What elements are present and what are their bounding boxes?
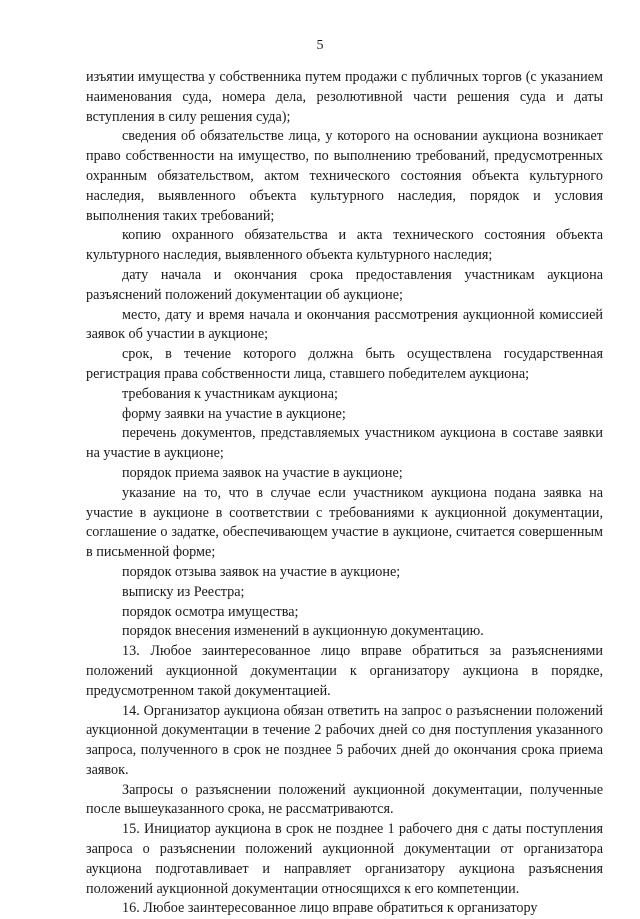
paragraph: копию охранного обязательства и акта технического состояния объекта культурного наследия, выявленного объекта культурного наследия; — [86, 227, 603, 264]
paragraph: порядок приема заявок на участие в аукционе; — [122, 464, 403, 481]
paragraph: срок, в течение которого должна быть осуществлена государственная регистрация права собственности лица, ставшего победителем аукциона; — [86, 346, 603, 382]
paragraph: место, дату и время начала и окончания рассмотрения аукционной комиссией заявок об участии в аукционе; — [86, 306, 603, 343]
paragraph: перечень документов, представляемых участником аукциона в составе заявки на участие в аукционе; — [86, 425, 603, 462]
paragraph: порядок отзыва заявок на участие в аукционе; — [122, 563, 401, 580]
document-body — [86, 68, 603, 919]
paragraph: порядок осмотра имущества; — [122, 603, 299, 620]
paragraph: дату начала и окончания срока предоставления участникам аукциона разъяснений положений документации об аукционе; — [86, 266, 603, 303]
paragraph: требования к участникам аукциона; — [122, 385, 338, 402]
paragraph: порядок внесения изменений в аукционную документацию. — [122, 623, 484, 640]
paragraph-16: 16. Любое заинтересованное лицо вправе обратиться к организатору — [122, 900, 538, 917]
paragraph: форму заявки на участие в аукционе; — [122, 405, 346, 422]
paragraph-14: 14. Организатор аукциона обязан ответить на запрос о разъяснении положений аукционной документации в течение 2 рабочих дней со дня поступления указанного запроса, полученного в срок не позднее 5 рабочих дней до окончания срока приема заявок. — [86, 702, 603, 778]
paragraph: указание на то, что в случае если участником аукциона подана заявка на участие в аукционе в соответствии с требованиями к аукционной документации, соглашение о задатке, обеспечивающем участие в аукционе, считается совершенным в письменной форме; — [86, 484, 603, 561]
paragraph-15: 15. Инициатор аукциона в срок не позднее 1 рабочего дня с даты поступления запроса о разъяснении положений аукционной документации от организатора аукциона подготавливает и направляет организатору аукциона разъяснения положений аукционной документации относящихся к его компетенции. — [86, 821, 603, 897]
paragraph-13: 13. Любое заинтересованное лицо вправе обратиться за разъяснениями положений аукционной документации к организатору аукциона в порядке, предусмотренном такой документацией. — [86, 643, 603, 699]
paragraph: изъятии имущества у собственника путем продажи с публичных торгов (с указанием наименования суда, номера дела, резолютивной части решения суда и даты вступления в силу решения суда); — [86, 69, 603, 125]
paragraph: Запросы о разъяснении положений аукционной документации, полученные после вышеуказанного срока, не рассматриваются. — [86, 781, 603, 818]
page-number: 5 — [316, 38, 324, 53]
paragraph: выписку из Реестра; — [122, 583, 245, 600]
paragraph: сведения об обязательстве лица, у которого на основании аукциона возникает право собственности на имущество, по выполнению требований, предусмотренных охранным обязательством, актом технического состояния объекта культурного наследия, выявленного объекта культурного наследия, порядок и условия выполнения таких требований; — [86, 128, 603, 224]
